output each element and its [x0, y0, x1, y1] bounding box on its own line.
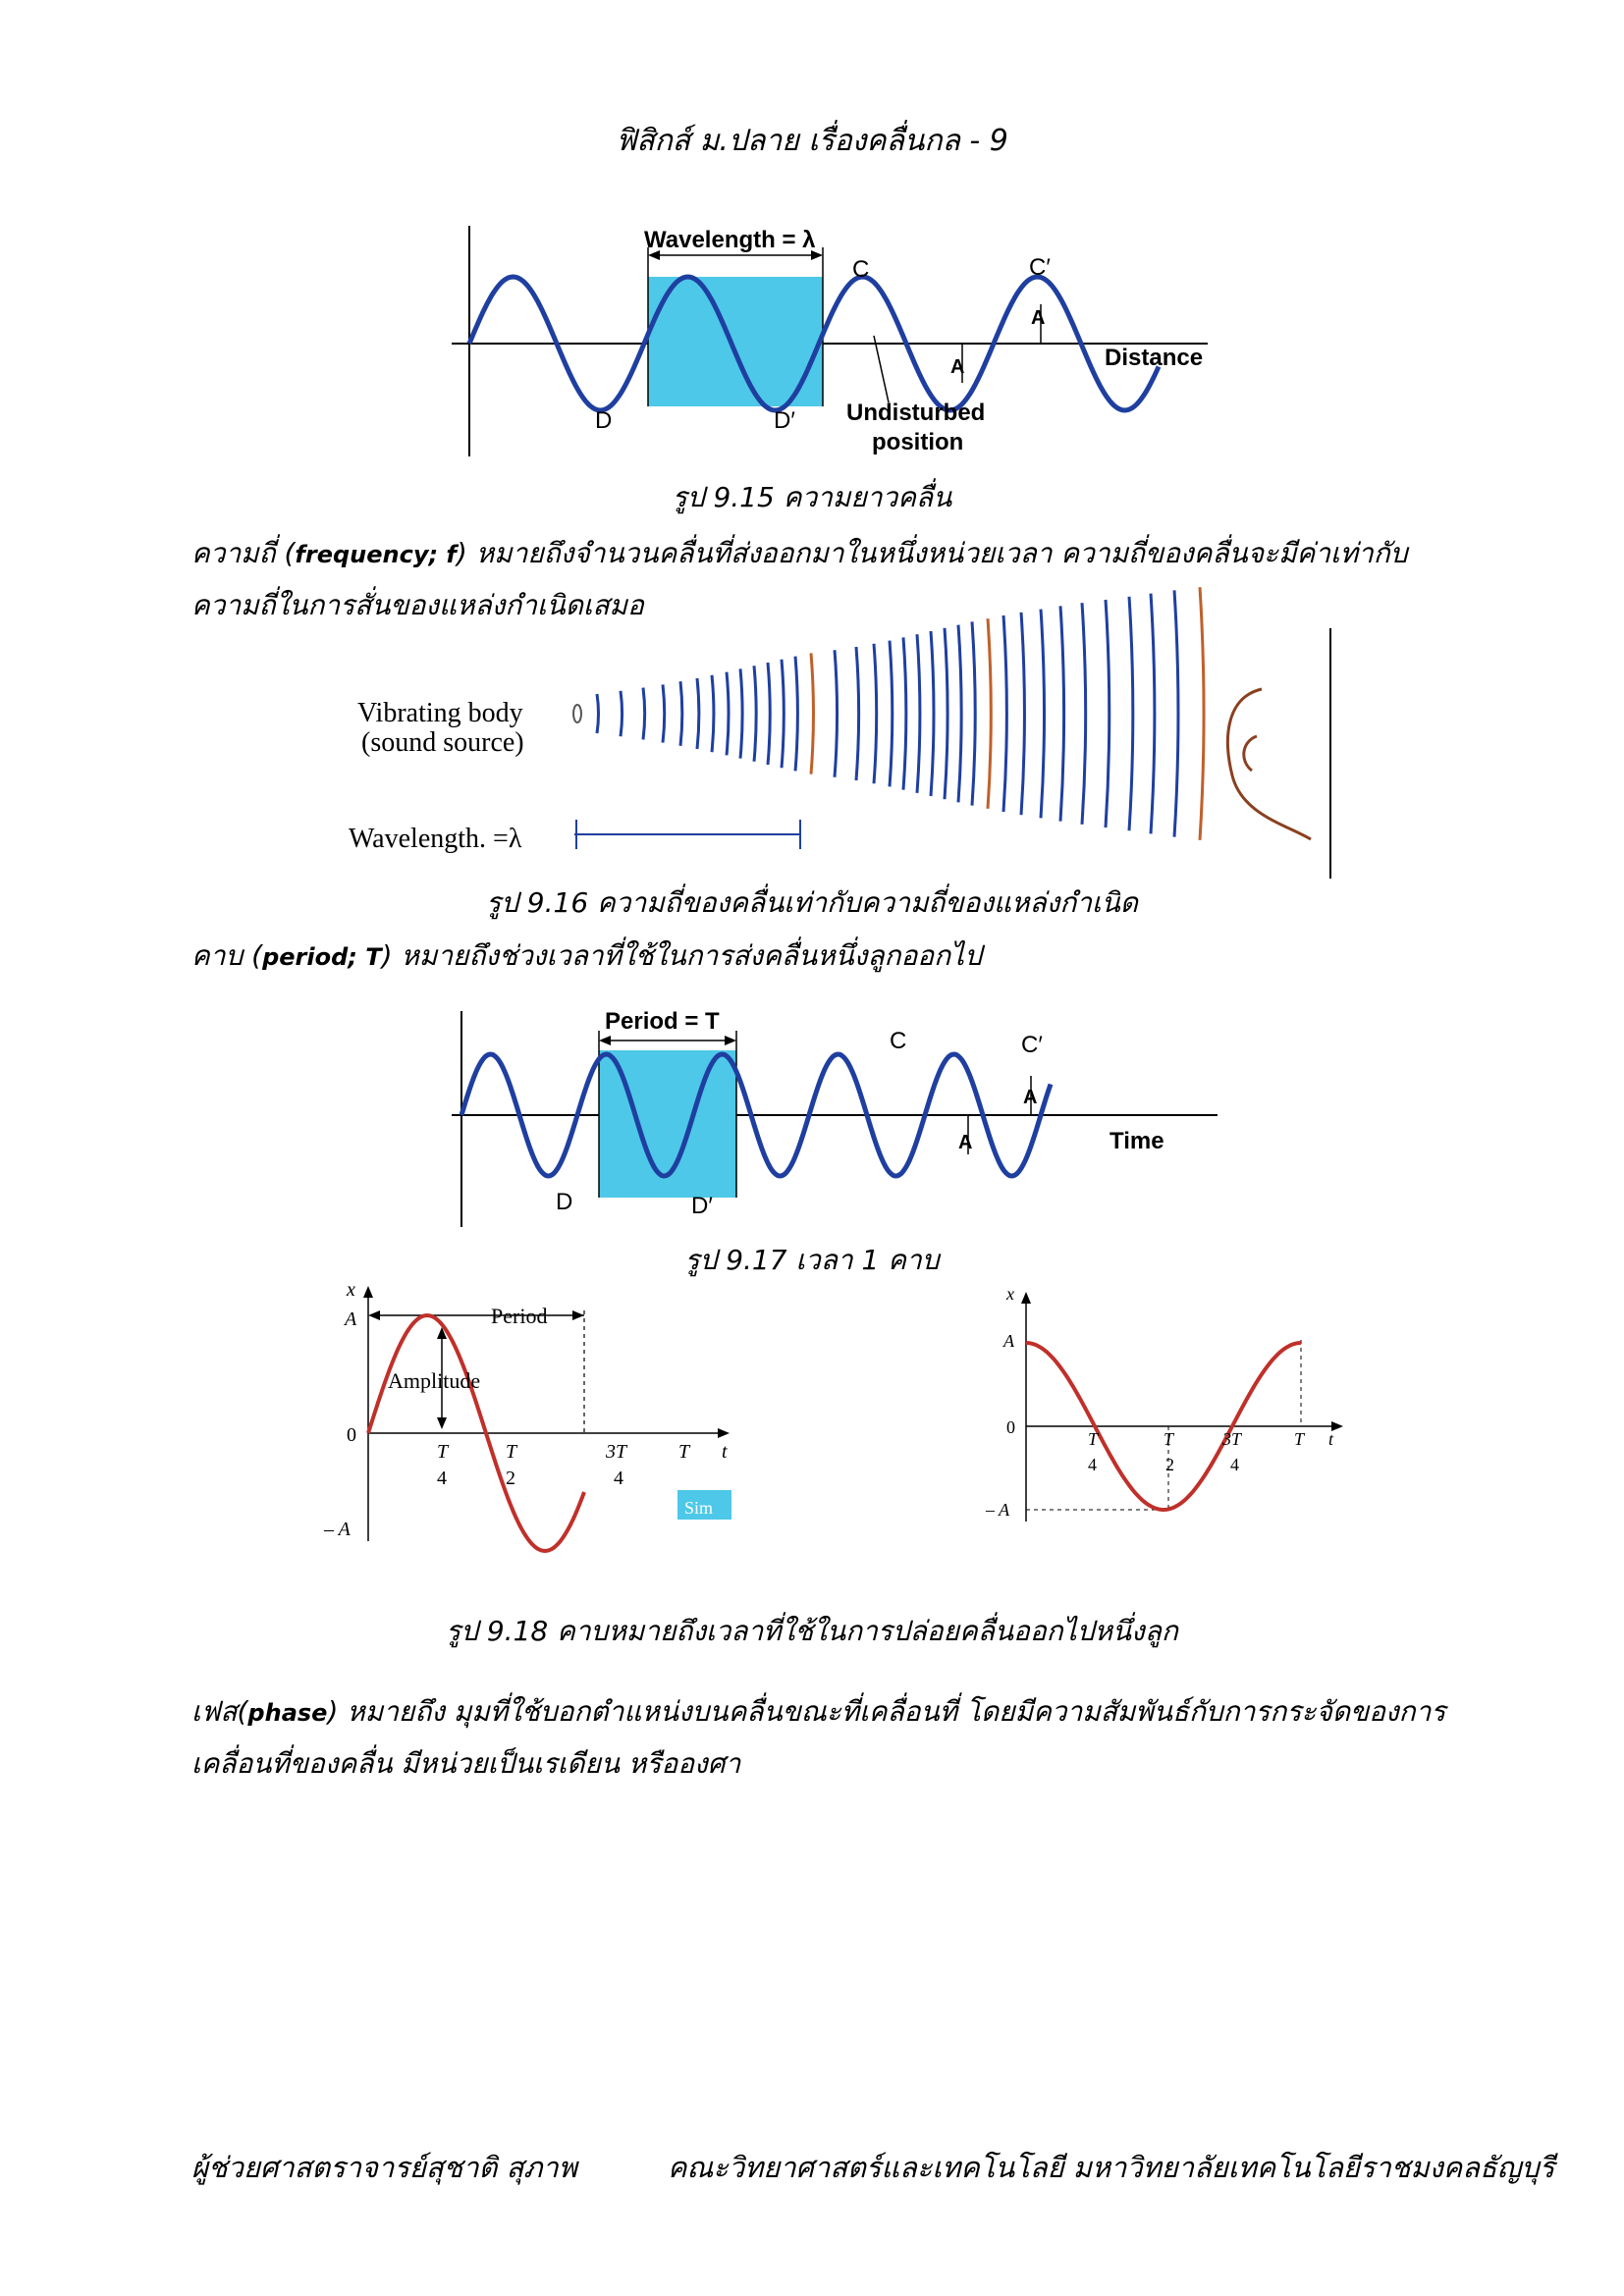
- t-axis-label: t: [1328, 1429, 1334, 1449]
- figure-caption-9-16: รูป 9.16 ความถี่ของคลื่นเท่ากับความถี่ของแหล่งกำเนิด: [486, 886, 1138, 919]
- period-label: Period = T: [605, 1008, 720, 1035]
- wave-front: [856, 647, 859, 780]
- wave-front: [1021, 613, 1024, 815]
- wave-front: [835, 650, 838, 777]
- sim-label: Sim: [684, 1498, 714, 1518]
- wave-front: [972, 621, 975, 805]
- tick-t-over-2-den: 2: [1165, 1455, 1174, 1474]
- wave-front: [1151, 594, 1155, 834]
- label-d: D: [595, 407, 613, 434]
- phase-rest: ) หมายถึง มุมที่ใช้บอกตำแหน่งบนคลื่นขณะที่เคลื่อนที่ โดยมีความสัมพันธ์กับการกระจัดของการเคลื่อนที่ของคลื่น มีหน่วยเป็นเรเดียน หรือองศา: [191, 1695, 1446, 1780]
- wave-front: [811, 653, 813, 774]
- source-label-2: (sound source): [361, 727, 524, 758]
- label-c: C: [890, 1028, 907, 1054]
- sine-wave-graph: [319, 1276, 731, 1551]
- tick-3t-over-4-den: 4: [1230, 1455, 1239, 1474]
- wavelength-label: Wavelength = λ: [644, 227, 816, 253]
- tick-3t-over-4-den: 4: [614, 1468, 623, 1489]
- neg-amplitude-tick: – A: [324, 1519, 351, 1540]
- tick-t-over-4-den: 4: [437, 1468, 447, 1489]
- wave-front: [945, 628, 947, 799]
- wave-front: [621, 691, 623, 736]
- amplitude-tick: A: [345, 1308, 357, 1330]
- time-label: Time: [1110, 1128, 1164, 1154]
- wave-front: [680, 681, 682, 746]
- wave-front: [782, 660, 784, 768]
- tick-t-over-2-num: T: [1164, 1429, 1174, 1449]
- wave-front: [1129, 597, 1133, 830]
- wave-front: [727, 672, 729, 756]
- tick-t: T: [678, 1441, 690, 1463]
- label-d-prime: D′: [774, 407, 795, 434]
- t-axis-label: t: [722, 1441, 728, 1463]
- phase-term: phase: [247, 1699, 328, 1727]
- wave-front: [663, 684, 665, 742]
- phase-lead: เฟส(: [191, 1695, 248, 1728]
- period-term: period; T: [262, 943, 382, 971]
- phase-paragraph: [191, 1686, 1468, 1789]
- tick-t-over-4-num: T: [1088, 1429, 1099, 1449]
- cosine-wave-graph: [982, 1286, 1355, 1531]
- wave-front: [874, 644, 877, 783]
- tick-t: T: [1294, 1429, 1305, 1449]
- tick-3t-over-4-num: 3T: [1222, 1429, 1242, 1449]
- tick-t-over-2-num: T: [506, 1441, 517, 1463]
- label-d-prime: D′: [691, 1193, 713, 1219]
- wave-front: [754, 666, 756, 762]
- period-lead: คาบ (: [191, 939, 263, 972]
- wave-front: [697, 678, 699, 749]
- wavelength-label-2: Wavelength. =λ: [349, 824, 522, 854]
- figure-caption-9-18: รูป 9.18 คาบหมายถึงเวลาที่ใช้ในการปล่อยคลื่นออกไปหนึ่งลูก: [446, 1615, 1178, 1647]
- wave-front: [917, 634, 920, 793]
- wave-front: [903, 637, 906, 789]
- distance-label: Distance: [1105, 345, 1204, 371]
- zero-tick: 0: [347, 1424, 356, 1446]
- wave-front: [1200, 587, 1204, 840]
- label-c: C: [852, 256, 870, 283]
- label-a-prime: A: [1023, 1087, 1038, 1108]
- undisturbed-label: Undisturbed: [846, 400, 986, 426]
- wave-front: [931, 631, 934, 796]
- footer-institution: คณะวิทยาศาสตร์และเทคโนโลยี มหาวิทยาลัยเทคโนโลยีราชมงคลธัญบุรี: [668, 2151, 1555, 2184]
- label-a: A: [950, 356, 965, 378]
- period-diagram: [452, 1001, 1227, 1237]
- period-paragraph: [191, 931, 1468, 983]
- label-a: A: [958, 1132, 973, 1153]
- wave-front: [597, 694, 599, 733]
- wave-front: [1060, 606, 1064, 821]
- position-label: position: [872, 429, 964, 455]
- zero-tick: 0: [1006, 1417, 1015, 1437]
- wave-front: [712, 675, 714, 752]
- period-text: Period: [491, 1304, 548, 1328]
- frequency-term: frequency; f: [295, 541, 457, 568]
- label-c-prime: C′: [1021, 1032, 1043, 1058]
- wavelength-diagram: [452, 226, 1227, 461]
- amplitude-tick: A: [1003, 1331, 1014, 1351]
- vibrating-body-diagram: [344, 628, 1335, 883]
- wave-front: [643, 688, 645, 740]
- label-d: D: [556, 1189, 573, 1215]
- label-a-prime: A: [1031, 307, 1046, 329]
- neg-amplitude-tick: – A: [986, 1500, 1010, 1520]
- source-label-1: Vibrating body: [357, 698, 523, 728]
- tick-t-over-4-num: T: [437, 1441, 449, 1463]
- wave-front: [988, 618, 991, 809]
- wave-front: [958, 625, 961, 803]
- frequency-rest: ) หมายถึงจำนวนคลื่นที่ส่งออกมาในหนึ่งหน่วยเวลา ความถี่ของคลื่นจะมีค่าเท่ากับความถี่ในการสั่นของแหล่งกำเนิดเสมอ: [191, 537, 1408, 621]
- label-c-prime: C′: [1029, 254, 1051, 281]
- wave-front: [1082, 603, 1086, 825]
- wave-front: [740, 668, 742, 758]
- figure-caption-9-15: รูป 9.15 ความยาวคลื่น: [672, 481, 952, 513]
- amplitude-text: Amplitude: [388, 1368, 481, 1393]
- footer-author: ผู้ช่วยศาสตราจารย์สุชาติ สุภาพ: [191, 2151, 577, 2184]
- figure-caption-9-17: รูป 9.17 เวลา 1 คาบ: [684, 1244, 940, 1276]
- wave-front: [1106, 600, 1110, 828]
- tick-3t-over-4-num: 3T: [606, 1441, 627, 1463]
- tick-t-over-4-den: 4: [1088, 1455, 1097, 1474]
- x-axis-label: x: [347, 1279, 355, 1301]
- wave-front: [768, 663, 770, 765]
- x-axis-label: x: [1006, 1284, 1014, 1304]
- wave-front: [1174, 590, 1178, 836]
- frequency-paragraph: [191, 528, 1468, 631]
- wave-front: [1003, 615, 1006, 812]
- wave-front: [795, 657, 797, 772]
- wave-front: [1041, 610, 1045, 819]
- page-header: ฟิสิกส์ ม.ปลาย เรื่องคลื่นกล - 9: [616, 124, 1008, 158]
- tick-t-over-2-den: 2: [506, 1468, 515, 1489]
- period-rest: ) หมายถึงช่วงเวลาที่ใช้ในการส่งคลื่นหนึ่งลูกออกไป: [381, 939, 982, 972]
- ear-icon: [1227, 689, 1311, 839]
- frequency-lead: ความถี่ (: [191, 537, 296, 569]
- wave-front: [890, 641, 893, 787]
